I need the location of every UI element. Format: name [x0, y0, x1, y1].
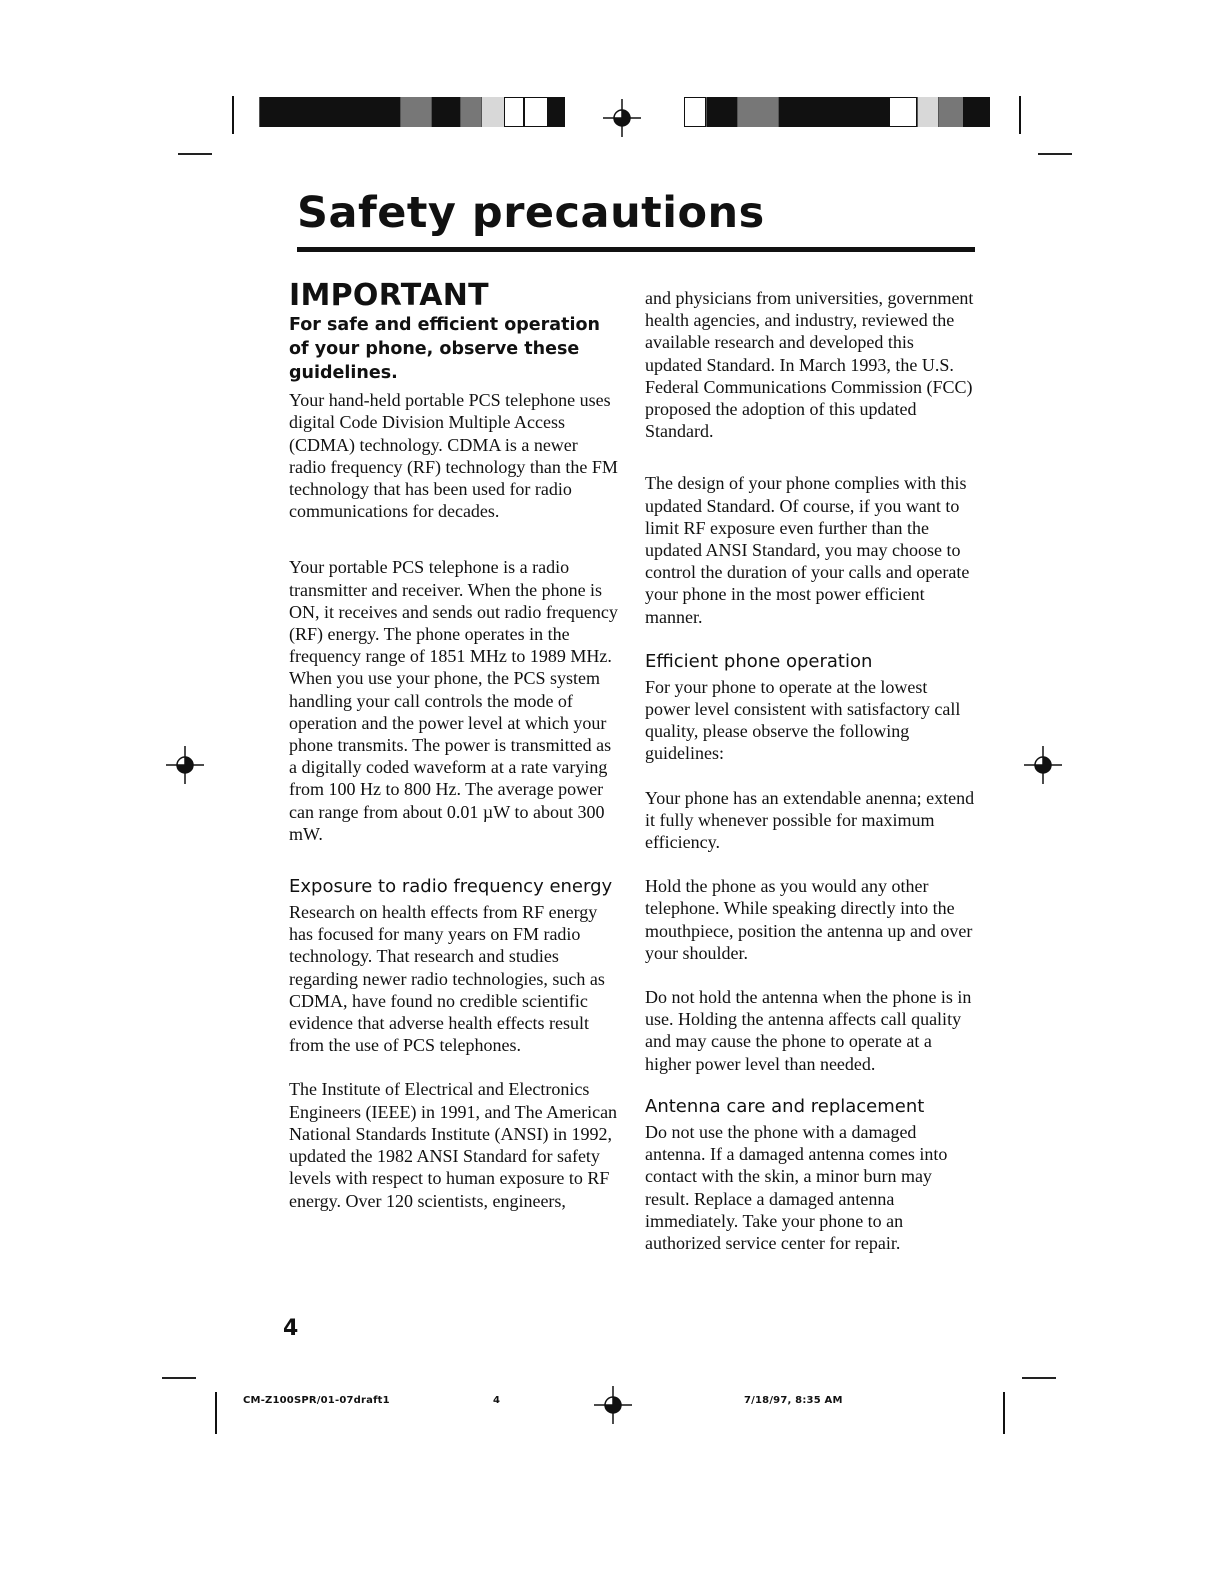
paragraph-transmitter: Your portable PCS telephone is a radio transmitter and receiver. When the phone is ON, it receives and sends out radio frequency (RF) energy. The phone operates in the frequency range of 1851 MHz to 1989 MHz. When you use your phone, the PCS system handling your call controls the mode of operation and the power level at which your phone transmits. The power is transmitted as a digitally coded waveform at a rate varying from 100 Hz to 800 Hz. The average power can range from about 0.01 µW to about 300 mW.: [289, 557, 618, 844]
crop-mark-bottom-left: [215, 1392, 217, 1434]
paragraph-physicians: and physicians from universities, government health agencies, and industry, reviewed the available research and developed this updated Standard. In March 1993, the U.S. Federal Communications Commission (FCC) proposed the adoption of this updated Standard.: [645, 288, 974, 442]
crop-mark-top-right: [1019, 96, 1021, 134]
paragraph-research: Research on health effects from RF energy has focused for many years on FM radio technology. That research and studies regarding newer radio technologies, such as CDMA, have found no credible scientific evidence that adverse health effects result from the use of PCS telephones.: [289, 902, 605, 1056]
paragraph-hold-phone: Hold the phone as you would any other telephone. While speaking directly into the mouthpiece, position the antenna up and over your shoulder.: [645, 876, 973, 963]
exposure-heading: Exposure to radio frequency energy: [289, 876, 613, 898]
trim-mark-bottom-right: [1022, 1377, 1056, 1379]
paragraph-design: The design of your phone complies with this updated Standard. Of course, if you want to limit RF exposure even further than the updated ANSI Standard, you may choose to control the duration of your calls and operate your phone in the most power efficient manner.: [645, 473, 970, 627]
color-bar-right: [684, 97, 990, 127]
important-heading: IMPORTANT: [289, 278, 489, 313]
registration-mark-bottom: [594, 1386, 632, 1424]
footer-file-name: CM-Z100SPR/01-07draft1: [243, 1395, 390, 1406]
crop-mark-top-left: [232, 96, 234, 134]
registration-mark-left: [166, 746, 204, 784]
page-number: 4: [283, 1316, 299, 1341]
paragraph-extend-antenna: Your phone has an extendable anenna; extend it fully whenever possible for maximum efficiency.: [645, 787, 975, 853]
paragraph-do-not-hold: Do not hold the antenna when the phone is in use. Holding the antenna affects call quality and may cause the phone to operate at a higher power level than needed.: [645, 987, 972, 1074]
left-column: [289, 278, 619, 1234]
registration-mark-top: [603, 99, 641, 137]
footer-timestamp: 7/18/97, 8:35 AM: [744, 1395, 843, 1406]
paragraph-lowest-power: For your phone to operate at the lowest power level consistent with satisfactory call quality, please observe the following guidelines:: [645, 676, 961, 764]
footer-page: 4: [493, 1395, 501, 1406]
color-bar-left: [259, 97, 565, 127]
right-column: [645, 287, 975, 1276]
paragraph-damaged-antenna: Do not use the phone with a damaged antenna. If a damaged antenna comes into contact with the skin, a minor burn may result. Replace a damaged antenna immediately. Take your phone to an authorized service center for repair.: [645, 1121, 948, 1253]
registration-mark-right: [1024, 746, 1062, 784]
crop-mark-bottom-right: [1003, 1392, 1005, 1434]
paragraph-cdma: Your hand-held portable PCS telephone uses digital Code Division Multiple Access (CDMA) technology. CDMA is a newer radio frequency (RF) technology than the FM technology that has been used for radio communications for decades.: [289, 390, 618, 522]
page-title: Safety precautions: [297, 188, 765, 238]
title-rule: [297, 247, 975, 252]
trim-mark-top-right: [1038, 153, 1072, 155]
trim-mark-bottom-left: [162, 1377, 196, 1379]
trim-mark-top-left: [178, 153, 212, 155]
efficient-operation-heading: Efficient phone operation: [645, 650, 873, 672]
paragraph-ieee-ansi: The Institute of Electrical and Electronics Engineers (IEEE) in 1991, and The American National Standards Institute (ANSI) in 1992, updated the 1982 ANSI Standard for safety levels with respect to human exposure to RF energy. Over 120 scientists, engineers,: [289, 1079, 618, 1211]
lead-text: For safe and efficient operation of your phone, observe these guidelines.: [289, 315, 600, 384]
antenna-care-heading: Antenna care and replacement: [645, 1095, 925, 1117]
